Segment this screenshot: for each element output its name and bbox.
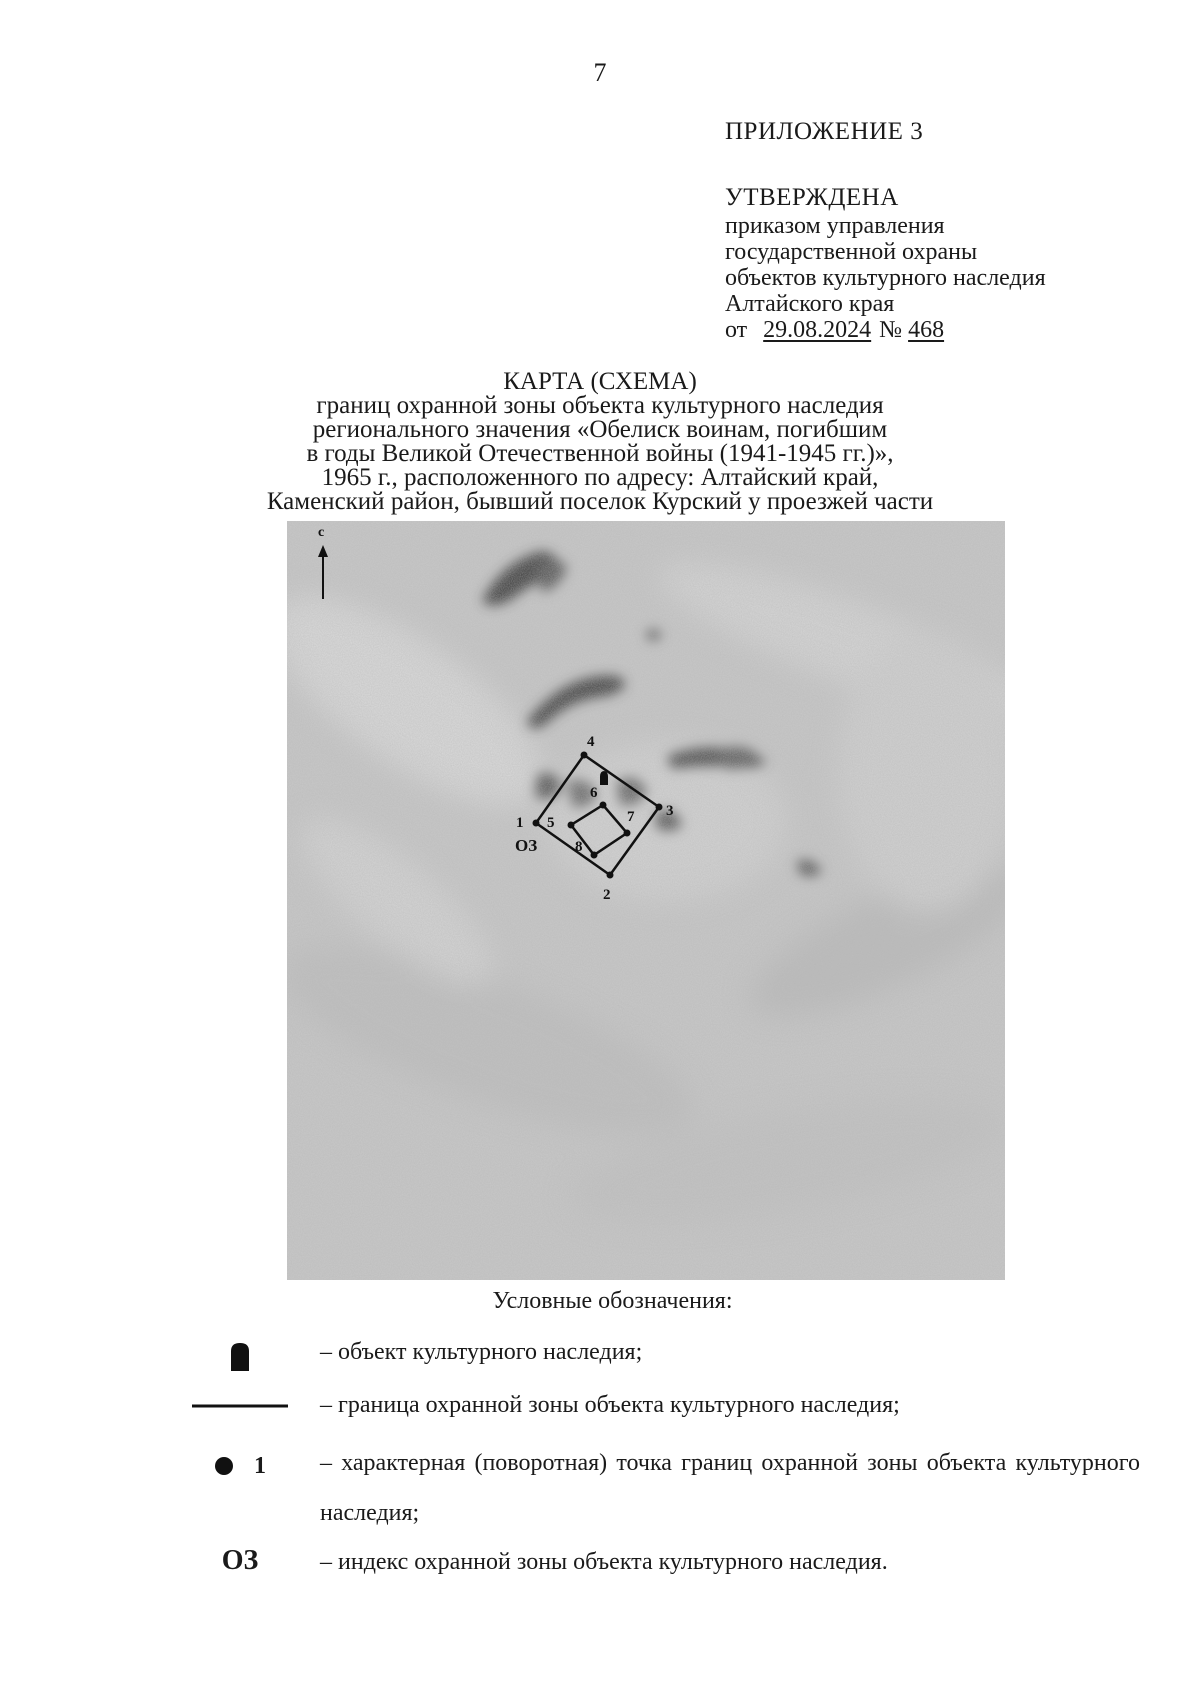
point-label-6: 6 (590, 785, 598, 801)
boundary-line-icon (180, 1392, 300, 1419)
object-marker (600, 771, 608, 785)
zone-index-icon: ОЗ (221, 1545, 259, 1576)
legend-text: – граница охранной зоны объекта культурного наследия; (320, 1392, 900, 1418)
map-subtitle-line: в годы Великой Отечественной войны (1941-1945 гг.)», (306, 440, 894, 467)
page-number: 7 (593, 58, 607, 87)
approval-status: УТВЕРЖДЕНА (725, 184, 899, 211)
map-grain (287, 521, 1005, 1280)
approval-line: Алтайского края (725, 291, 895, 317)
map-subtitle-line: Каменский район, бывший поселок Курский у проезжей части (266, 488, 934, 515)
legend-item-point (180, 1438, 1140, 1538)
map-title: КАРТА (СХЕМА) (503, 368, 697, 395)
point-icon (180, 1452, 300, 1480)
date-prefix: от (725, 317, 748, 343)
map-heading (0, 370, 1200, 514)
legend-text: – объект культурного наследия; (320, 1339, 643, 1365)
map-subtitle-line: границ охранной зоны объекта культурного наследия (316, 392, 884, 419)
approval-number: 468 (908, 317, 945, 343)
approval-date: 29.08.2024 (763, 317, 872, 343)
point-icon-label: 1 (254, 1452, 266, 1479)
map-subtitle-line: 1965 г., расположенного по адресу: Алтайский край, (321, 464, 879, 491)
satellite-map (287, 521, 1005, 1280)
north-label: с (318, 525, 325, 540)
point-label-7: 7 (627, 809, 635, 825)
map-image (287, 521, 1005, 1280)
point-label-3: 3 (666, 803, 674, 819)
approval-block (725, 185, 1145, 343)
legend-text: – индекс охранной зоны объекта культурного наследия. (320, 1549, 888, 1575)
approval-line: приказом управления (725, 213, 945, 239)
object-icon (180, 1341, 300, 1378)
approval-line: объектов культурного наследия (725, 265, 1046, 291)
legend-item-zone-index (180, 1545, 1140, 1589)
approval-date-line (725, 317, 1145, 343)
approval-line: государственной охраны (725, 239, 978, 265)
appendix-label: ПРИЛОЖЕНИЕ 3 (725, 118, 924, 145)
point-label-5: 5 (547, 815, 555, 831)
legend-item-boundary (180, 1392, 1140, 1432)
point-label-8: 8 (575, 839, 583, 855)
point-label-4: 4 (587, 734, 595, 750)
point-label-1: 1 (516, 815, 524, 831)
zone-index-label: ОЗ (515, 836, 538, 855)
number-prefix: № (879, 317, 903, 343)
point-label-2: 2 (603, 887, 611, 903)
legend-text: – характерная (поворотная) точка границ охранной зоны объекта культурного наследия; (320, 1450, 1140, 1526)
map-subtitle-line: регионального значения «Обелиск воинам, погибшим (312, 416, 888, 443)
legend-title: Условные обозначения: (492, 1288, 733, 1314)
legend-item-object (180, 1339, 1140, 1379)
